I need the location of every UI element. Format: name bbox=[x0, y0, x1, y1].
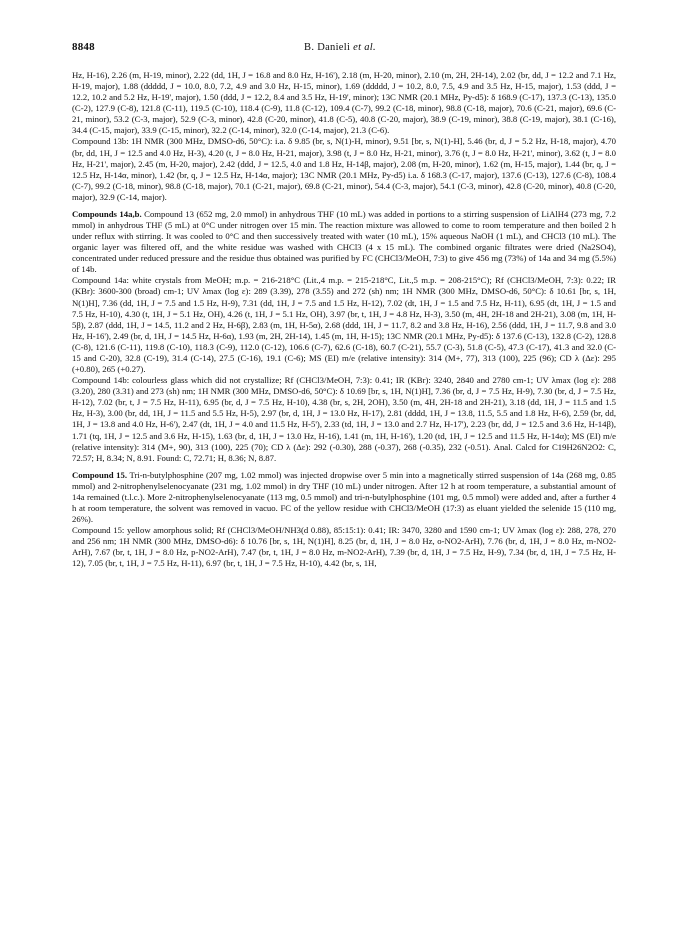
paragraph-title: Compounds 14a,b. bbox=[72, 208, 142, 219]
running-head-authors: B. Danieli bbox=[304, 42, 351, 53]
paragraph-title: Compound 15. bbox=[72, 469, 127, 480]
running-head bbox=[0, 42, 680, 53]
paragraph-13a-nmr-continued bbox=[72, 70, 616, 136]
paragraph-compound-15-procedure bbox=[72, 470, 616, 525]
paragraph-text: Hz, H-16), 2.26 (m, H-19, minor), 2.22 (dd, 1H, J = 16.8 and 8.0 Hz, H-16'), 2.18 (m, H-20, minor), 2.10 (m, 2H, 2H-14), 2.02 (br, dd, J = 12.2 and 7.1 Hz, H-19, major), 1.88 (ddddd, J = 10.0, 8.0, 7.2, 4.9 and 3.0 Hz, H-15, minor), 1.69 (ddddd, J = 10.2, 8.0, 7.5, 4.9 and 3.5 Hz, H-15, major), 1.53 (ddd, J = 12.2, 10.2 and 5.2 Hz, H-19', major), 1.50 (ddd, J = 12.2, 8.4 and 3.5 Hz, H-19', minor); 13C NMR (20.1 MHz, Py-d5): δ 168.9 (C-17), 137.3 (C-13), 135.0 (C-2), 127.9 (C-8), 121.8 (C-11), 119.5 (C-10), 118.4 (C-9), 11.8 (C-12), 109.4 (C-7), 99.2 (C-18, minor), 98.8 (C-18, major), 70.6 (C-21, major), 69.6 (C-21, minor), 53.2 (C-3, major), 52.9 (C-3, minor), 42.8 (C-20, minor), 41.8 (C-5), 40.8 (C-20, major), 38.9 (C-19, minor), 38.8 (C-19, major), 38.1 (C-16), 34.4 (C-15, major), 33.9 (C-15, minor), 32.2 (C-14, minor), 32.0 (C-14, major), 21.3 (C-6). bbox=[72, 70, 616, 136]
paragraph-text: Compound 13 (652 mg, 2.0 mmol) in anhydrous THF (10 mL) was added in portions to a stirring suspension of LiAlH4 (273 mg, 7.2 mmol) in anhydrous THF (5 mL) at 0°C under nitrogen over 15 min. The reaction mixture was allowed to come to room temperature and then boiled 2 h under reflux with stirring. It was cooled to 0°C and then successively treated with water (10 mL), 15% aqueous NaOH (1 mL), and CHCl3 (10 mL). The organic layer was filtered off, and the white residue was washed with CHCl3 (4 x 15 mL). The combined organic filtrates were dried (Na2SO4), concentrated under reduced pressure and the residue thus obtained was purified by FC (CHCl3/MeOH, 7:3) to give 456 mg (73%) of 14a and 34 mg (5.5%) of 14b. bbox=[72, 208, 616, 275]
article-body bbox=[72, 70, 616, 569]
paragraph-text: Compound 15: yellow amorphous solid; Rf (CHCl3/MeOH/NH3(d 0.88), 85:15:1): 0.41; IR: 3470, 3280 and 1590 cm-1; UV λmax (log ε): 288, 278, 270 and 256 nm; 1H NMR (300 MHz, DMSO-d6): δ 10.76 [br, s, 1H, N(1)H], 8.25 (br, d, 1H, J = 8.0 Hz, o-NO2-ArH), 7.76 (br, d, 1H, J = 8.0 Hz, m-NO2-ArH), 7.67 (br, t, 1H, J = 8.0 Hz, p-NO2-ArH), 7.47 (br, t, 1H, J = 8.0 Hz, m-NO2-ArH), 7.39 (br, d, 1H, J = 7.5 Hz, H-9), 7.34 (br, d, 1H, J = 7.5 Hz, H-12), 7.05 (br, t, 1H, J = 7.5 Hz, H-11), 6.97 (br, t, 1H, J = 7.5 Hz, H-10), 4.42 (br, s, 1H, bbox=[72, 525, 616, 569]
paragraph-compound-14a bbox=[72, 275, 616, 375]
paragraph-compound-13b bbox=[72, 136, 616, 202]
paragraph-compound-15-data bbox=[72, 525, 616, 569]
paragraph-text: Compound 14b: colourless glass which did not crystallize; Rf (CHCl3/MeOH, 7:3): 0.41; IR (KBr): 3240, 2840 and 2780 cm-1; UV λmax (log ε): 288 (3.20), 280 (3.31) and 273 (sh) nm; 1H NMR (300 MHz, DMSO-d6, 50°C): δ 10.69 [br, s, 1H, N(1)H], 7.36 (br, d, J = 7.5 Hz, H-9), 7.30 (br, d, J = 7.5 Hz, H-12), 7.02 (br, t, J = 7.5 Hz, H-11), 6.95 (br, d, J = 7.5 Hz, H-10), 4.38 (br, s, 2H, 2OH), 3.50 (m, 4H, 2H-18 and 2H-21), 3.18 (dd, 1H, J = 11.5 and 1.5 Hz, H-3), 3.00 (br, dd, 1H, J = 11.5 and 5.5 Hz, H-5), 2.97 (br, d, 1H, J = 13.0 Hz, H-17), 2.81 (dddd, 1H, J = 13.8, 11.5, 5.5 and 1.8 Hz, H-6), 2.59 (br, dd, 1H, J = 13.8 and 4.0 Hz, H-6'), 2.47 (dt, 1H, J = 4.0 and 11.5 Hz, H-5'), 2.33 (td, 1H, J = 13.0 and 2.7 Hz, H-17'), 2.23 (br, dd, J = 12.5 and 3.6 Hz, H-14β), 1.71 (tq, 1H, J = 12.5 and 3.6 Hz, H-15), 1.63 (br, d, 1H, J = 13.0 Hz, H-16), 1.41 (m, 1H, H-16'), 1.20 (td, 1H, J = 12.5 and 11.5 Hz, H-14α); MS (EI) m/e (relative intensity): 314 (M+, 90), 313 (100), 225 (70); CD λ (Δε): 292 (-0.30), 288 (-0.37), 268 (-0.35), 232 (-0.51). Anal. Calcd for C19H26N2O2: C, 72.57; H, 8.34; N, 8.91. Found: C, 72.71; H, 8.36; N, 8.87. bbox=[72, 375, 616, 463]
paragraph-compound-14b bbox=[72, 375, 616, 464]
paragraph-text: Compound 14a: white crystals from MeOH; m.p. = 216-218°C (Lit.,4 m.p. = 215-218°C, Lit.,5 m.p. = 208-215°C); Rf (CHCl3/MeOH, 7:3): 0.22; IR (KBr): 3600-300 (broad) cm-1; UV λmax (log ε): 289 (3.39), 278 (3.55) and 272 (sh) nm; 1H NMR (300 MHz, DMSO-d6, 50°C): δ 10.61 [br, s, 1H, N(1)H], 7.36 (dd, 1H, J = 7.5 and 1.5 Hz, H-9), 7.31 (dd, 1H, J = 7.5 and 1.5 Hz, H-12), 7.02 (dt, 1H, J = 1.5 and 7.5 Hz, H-11), 6.95 (dt, 1H, J = 1.5 and 7.5 Hz, H-10), 4.30 (t, 1H, J = 5.1 Hz, OH), 4.26 (t, 1H, J = 5.1 Hz, OH), 3.97 (br, t, 1H, J = 4.8 Hz, H-3), 3.50 (m, 4H, 2H-18 and 2H-21), 3.08 (m, 1H, H-5β), 2.87 (ddd, 1H, J = 14.5, 11.2 and 2 Hz, H-6β), 2.83 (m, 1H, H-5α), 2.68 (ddd, 1H, J = 11.7, 8.2 and 3.8 Hz, H-16), 2.56 (ddd, 1H, J = 11.7, 9.8 and 3.0 Hz, H-16'), 2.49 (br, d, 1H, J = 14.5 Hz, H-6α), 1.93 (m, 2H, 2H-14), 1.45 (m, 1H, H-15); 13C NMR (20.1 MHz, Py-d5): δ 137.6 (C-13), 132.8 (C-2), 128.8 (C-8), 121.6 (C-11), 119.8 (C-10), 118.3 (C-9), 112.0 (C-12), 106.6 (C-7), 62.6 (C-18), 60.7 (C-21), 55.7 (C-3), 51.8 (C-5), 47.3 (C-17), 41.3 and 32.0 (C-15 and C-20), 32.8 (C-19), 31.4 (C-14), 27.5 (C-16), 19.1 (C-6); MS (EI) m/e (relative intensity): 314 (M+, 77), 313 (100), 225 (96); CD λ (Δε): 295 (+0.80), 265 (+0.27). bbox=[72, 275, 616, 375]
page-number: 8848 bbox=[72, 41, 95, 53]
paragraph-text: Compound 13b: 1H NMR (300 MHz, DMSO-d6, 50°C): i.a. δ 9.85 (br, s, N(1)-H, minor), 9.51 [br, s, N(1)-H], 5.46 (br, d, J = 5.2 Hz, H-18, major), 4.70 (br, dd, 1H, J = 12.5 and 4.0 Hz, H-3), 4.20 (t, J = 8.0 Hz, H-21, major), 3.98 (t, J = 8.0 Hz, H-21, minor), 3.76 (t, J = 8.0 Hz, H-21', minor), 3.62 (t, J = 8.0 Hz, H-21', major), 2.45 (m, H-20, major), 2.42 (ddd, J = 12.5, 4.0 and 1.8 Hz, H-14β, major), 2.08 (m, H-20, minor), 1.62 (m, H-15, major), 1.44 (br, q, J = 12.5 Hz, H-14α, minor), 1.42 (br, q, J = 12.5 Hz, H-14α, major); 13C NMR (20.1 MHz, Py-d5) i.a. δ 168.3 (C-17, major), 137.6 (C-13), 127.6 (C-8), 108.4 (C-7), 99.2 (C-18, minor), 98.8 (C-18, major), 70.1 (C-21, major), 69.8 (C-21, minor), 54.4 (C-3, major), 54.1 (C-3, minor), 42.8 (C-20, minor), 40.8 (C-20, major), 32.9 (C-14, major). bbox=[72, 136, 616, 202]
paragraph-text: Tri-n-butylphosphine (207 mg, 1.02 mmol) was injected dropwise over 5 min into a magnetically stirred suspension of 14a (268 mg, 0.85 mmol) and 2-nitrophenylselenocyanate (231 mg, 1.02 mmol) in dry THF (10 mL) under nitrogen. After 12 h at room temperature, a substantial amount of 14a remained (t.l.c.). More 2-nitrophenylselenocyanate (113 mg, 0.5 mmol) and tri-n-butylphosphine (101 mg, 0.5 mmol) were added and, after a further 4 h at room temperature, the solvent was removed in vacuo. FC of the yellow residue with CHCl3/MeOH (17:3) as eluant yielded the selenide 15 (110 mg, 26%). bbox=[72, 469, 617, 525]
running-head-et-al: et al. bbox=[353, 42, 376, 53]
paragraph-compounds-14ab bbox=[72, 209, 616, 275]
